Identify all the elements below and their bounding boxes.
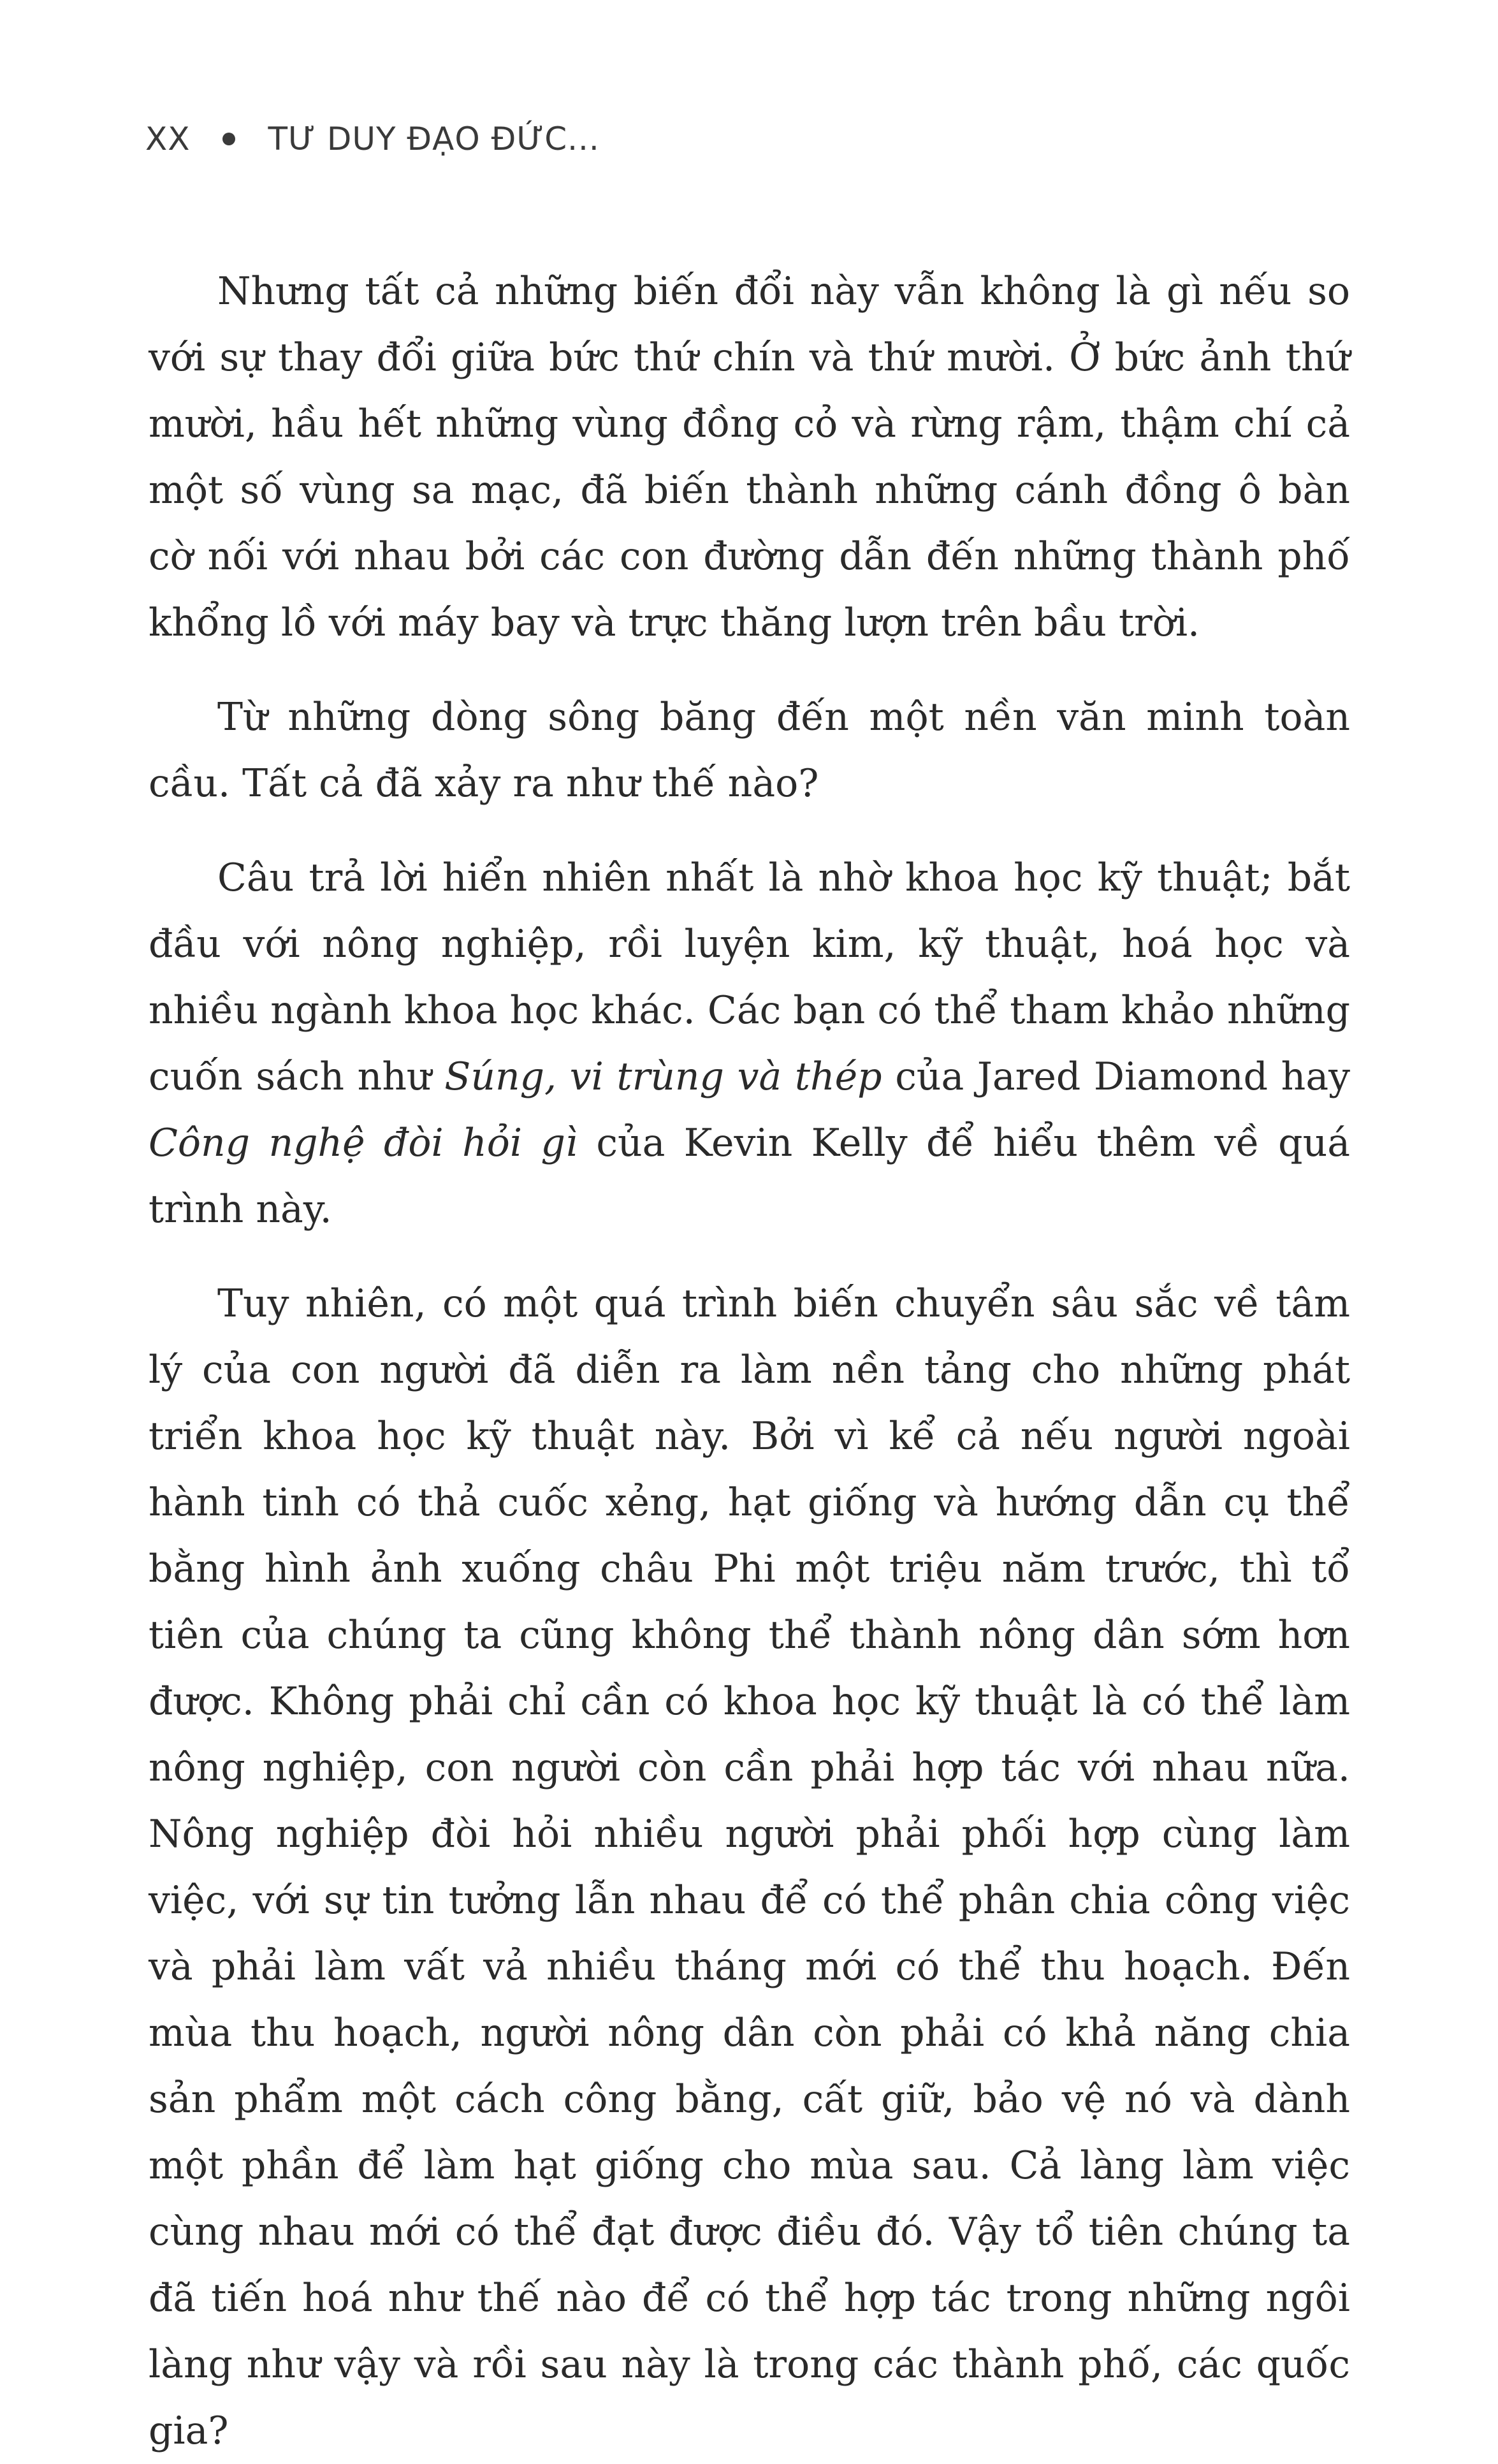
book-title-what-technology-wants: Công nghệ đòi hỏi gì (149, 1121, 578, 1165)
body-text (149, 258, 1350, 2464)
paragraph-3-text-start: Câu trả lời hiển nhiên nhất là nhờ khoa học kỹ thuật; bắt đầu với nông nghiệp, rồi luyện kim, kỹ thuật, hoá học và nhiều ngành khoa học khác. Các bạn có thể tham khảo những cuốn sách như (149, 856, 1350, 1099)
paragraph-2: Từ những dòng sông băng đến một nền văn minh toàn cầu. Tất cả đã xảy ra như thế nào? (149, 695, 1350, 806)
book-title-guns-germs-steel: Súng, vi trùng và thép (444, 1054, 882, 1099)
paragraph-3-text-end: của Kevin Kelly để hiểu thêm về quá trình này. (149, 1121, 1350, 1232)
running-header (145, 113, 600, 164)
paragraph-4: Tuy nhiên, có một quá trình biến chuyển sâu sắc về tâm lý của con người đã diễn ra làm nền tảng cho những phát triển khoa học kỹ thuật này. Bởi vì kể cả nếu người ngoài hành tinh có thả cuốc xẻng, hạt giống và hướng dẫn cụ thể bằng hình ảnh xuống châu Phi một triệu năm trước, thì tổ tiên của chúng ta cũng không thể thành nông dân sớm hơn được. Không phải chỉ cần có khoa học kỹ thuật là có thể làm nông nghiệp, con người còn cần phải hợp tác với nhau nữa. Nông nghiệp đòi hỏi nhiều người phải phối hợp cùng làm việc, với sự tin tưởng lẫn nhau để có thể phân chia công việc và phải làm vất vả nhiều tháng mới có thể thu hoạch. Đến mùa thu hoạch, người nông dân còn phải có khả năng chia sản phẩm một cách công bằng, cất giữ, bảo vệ nó và dành một phần để làm hạt giống cho mùa sau. Cả làng làm việc cùng nhau mới có thể đạt được điều đó. Vậy tổ tiên chúng ta đã tiến hoá như thế nào để có thể hợp tác trong những ngôi làng như vậy và rồi sau này là trong các thành phố, các quốc gia? (149, 1281, 1350, 2453)
paragraph-1: Nhưng tất cả những biến đổi này vẫn không là gì nếu so với sự thay đổi giữa bức thứ chín và thứ mười. Ở bức ảnh thứ mười, hầu hết những vùng đồng cỏ và rừng rậm, thậm chí cả một số vùng sa mạc, đã biến thành những cánh đồng ô bàn cờ nối với nhau bởi các con đường dẫn đến những thành phố khổng lồ với máy bay và trực thăng lượn trên bầu trời. (149, 269, 1350, 645)
paragraph-3 (149, 845, 1350, 1243)
header-bullet-icon (222, 133, 235, 145)
paragraph-3-text-middle: của Jared Diamond hay (882, 1054, 1350, 1099)
page-number: XX (145, 120, 191, 157)
chapter-title: TƯ DUY ĐẠO ĐỨC... (268, 120, 600, 157)
